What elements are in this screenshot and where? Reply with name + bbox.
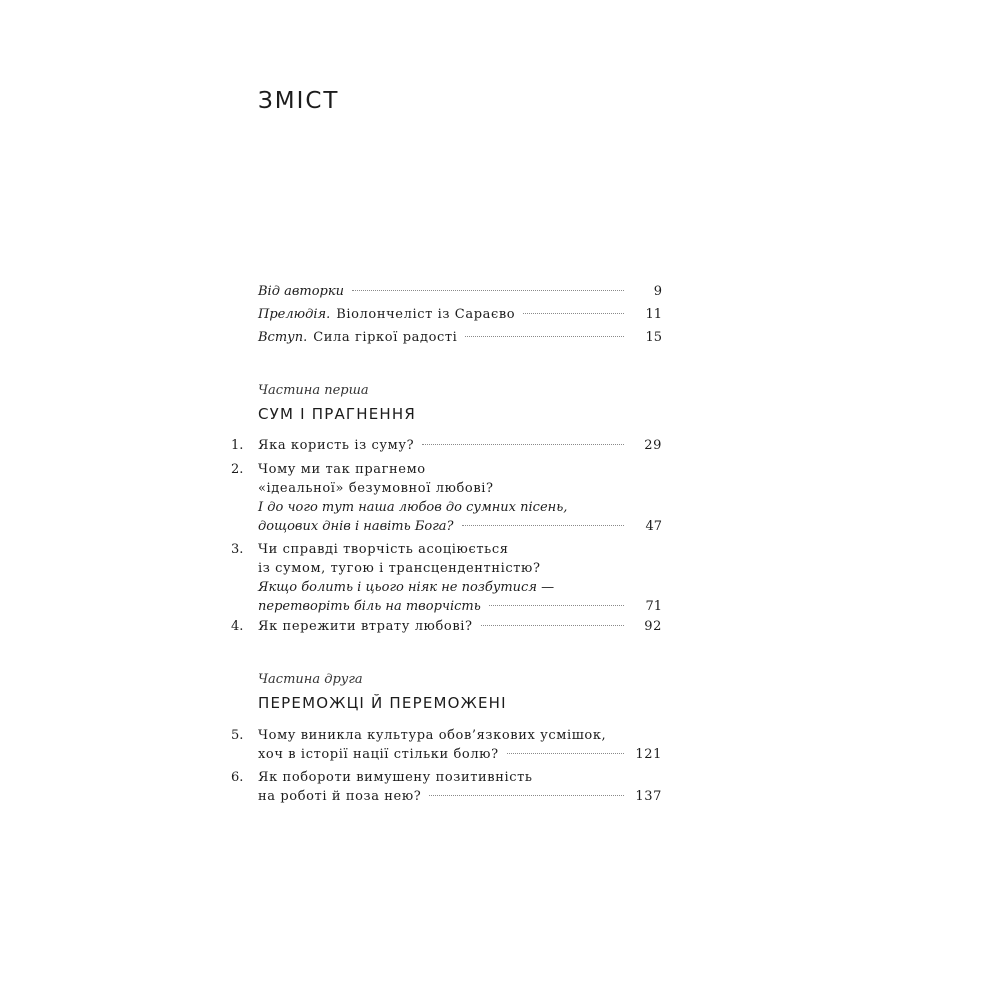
page-number: 15 <box>645 330 662 345</box>
toc-entry-introduction[interactable] <box>258 326 662 349</box>
page-number: 137 <box>635 789 662 804</box>
dot-leader <box>523 313 624 314</box>
chapter-title-line: Чи справді творчість асоціюється <box>258 542 509 557</box>
toc-entry-label: Віолончеліст із Сараєво <box>336 307 516 322</box>
chapter-title-line: хоч в історії нації стільки болю? <box>258 747 499 762</box>
toc-entry-prelude[interactable] <box>258 303 662 326</box>
chapter-number: 3. <box>231 542 244 557</box>
chapter-subtitle-line: дощових днів і навіть Бога? <box>258 519 454 534</box>
chapter-number: 1. <box>231 438 244 453</box>
toc-entry-prefix: Прелюдія. <box>258 307 331 322</box>
dot-leader <box>422 444 624 445</box>
part-title: ПЕРЕМОЖЦІ Й ПЕРЕМОЖЕНІ <box>258 694 507 712</box>
toc-entry-label: Від авторки <box>258 284 345 299</box>
chapter-title-line: Як побороти вимушену позитивність <box>258 770 533 785</box>
dot-leader <box>352 290 624 291</box>
page-number: 29 <box>644 438 662 453</box>
chapter-subtitle-line: Якщо болить і цього ніяк не позбутися — <box>258 580 555 595</box>
chapter-number: 2. <box>231 462 244 477</box>
chapter-title-line: «ідеальної» безумовної любові? <box>258 481 494 496</box>
page-number: 9 <box>653 284 662 299</box>
toc-entry-from-author[interactable] <box>258 280 662 303</box>
chapter-title-line: Чому виникла культура обов’язкових усмішок, <box>258 728 607 743</box>
front-matter-list <box>258 280 662 349</box>
part-label: Частина перша <box>258 383 369 398</box>
dot-leader <box>481 625 624 626</box>
chapter-title-line: Чому ми так прагнемо <box>258 462 426 477</box>
part-label: Частина друга <box>258 672 363 687</box>
page-title: ЗМІСТ <box>258 88 340 114</box>
page-number: 121 <box>635 747 662 762</box>
chapter-title-line: із сумом, тугою і трансцендентністю? <box>258 561 541 576</box>
chapter-title-line: Яка користь із суму? <box>258 438 415 453</box>
toc-entry-prefix: Вступ. <box>258 330 308 345</box>
chapter-subtitle-line: перетворіть біль на творчість <box>258 599 481 614</box>
toc-chapter[interactable] <box>231 434 662 455</box>
page-number: 71 <box>645 599 662 614</box>
dot-leader <box>489 605 624 606</box>
dot-leader <box>507 753 624 754</box>
chapter-number: 6. <box>231 770 244 785</box>
page-number: 47 <box>645 519 662 534</box>
toc-chapter[interactable] <box>231 615 662 636</box>
part-title: СУМ І ПРАГНЕННЯ <box>258 405 416 423</box>
dot-leader <box>429 795 624 796</box>
chapter-number: 5. <box>231 728 244 743</box>
chapter-title-line: на роботі й поза нею? <box>258 789 422 804</box>
toc-chapter[interactable] <box>231 538 662 616</box>
page-number: 92 <box>644 619 662 634</box>
chapter-title-line: Як пережити втрату любові? <box>258 619 473 634</box>
toc-chapter[interactable] <box>231 724 662 764</box>
dot-leader <box>465 336 624 337</box>
toc-chapter[interactable] <box>231 766 662 806</box>
dot-leader <box>462 525 624 526</box>
chapter-subtitle-line: І до чого тут наша любов до сумних пісень, <box>258 500 568 515</box>
chapter-number: 4. <box>231 619 244 634</box>
page-number: 11 <box>645 307 662 322</box>
toc-chapter[interactable] <box>231 458 662 536</box>
toc-entry-label: Сила гіркої радості <box>313 330 458 345</box>
